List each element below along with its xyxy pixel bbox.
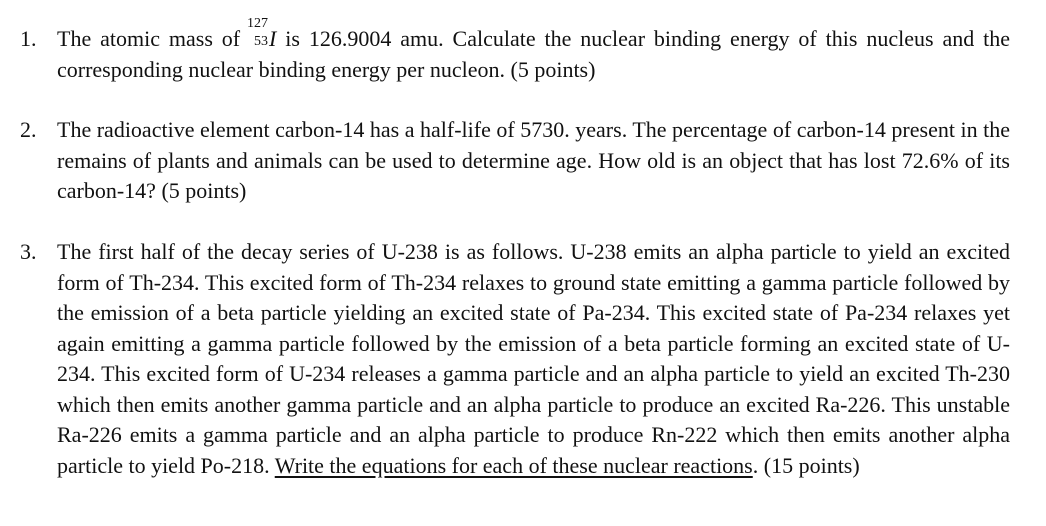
question-text-after: is 126.9004 amu. Calculate the nuclear binding energy of this nucleus and the corresponding nuclear binding energy per nucleon. (5 points) [57,26,1010,82]
question-text [57,237,1010,481]
question-number: 2. [20,117,37,142]
question-number: 1. [20,26,37,51]
isotope-atomic-number: 53 [254,34,269,49]
underlined-instruction: Write the equations for each of these nuclear reactions [274,452,753,478]
question-text-before: The atomic mass of [57,26,250,51]
question-text: The radioactive element carbon-14 has a half-life of 5730. years. The percentage of carbon-14 present in the remains of plants and animals can be used to determine age. How old is an object that has lost 72.6% of its carbon-14? (5 points) [57,117,1010,203]
isotope-notation [247,16,269,49]
question-text-body: The first half of the decay series of U-238 is as follows. U-238 emits an alpha particle to yield an excited form of Th-234. This excited form of Th-234 relaxes to ground state emitting a gamma particle followed by the emission of a beta particle yielding an excited state of Pa-234. This excited state of Pa-234 relaxes yet again emitting a gamma particle followed by the emission of a beta particle forming an excited state of U-234. This excited form of U-234 releases a gamma particle and an alpha particle to yield an excited Th-230 which then emits another gamma particle and an alpha particle to produce an excited Ra-226. This unstable Ra-226 emits a gamma particle and an alpha particle to produce Rn-222 which then emits another alpha particle to yield Po-218. [57,239,1010,478]
isotope-mass-number: 127 [247,16,269,31]
question-1 [20,16,1010,85]
question-number: 3. [20,239,37,264]
question-3 [20,237,1010,481]
question-text [57,16,1010,85]
question-text-end: . (15 points) [752,452,860,478]
isotope-symbol: I [269,26,277,51]
question-2 [20,115,1010,207]
